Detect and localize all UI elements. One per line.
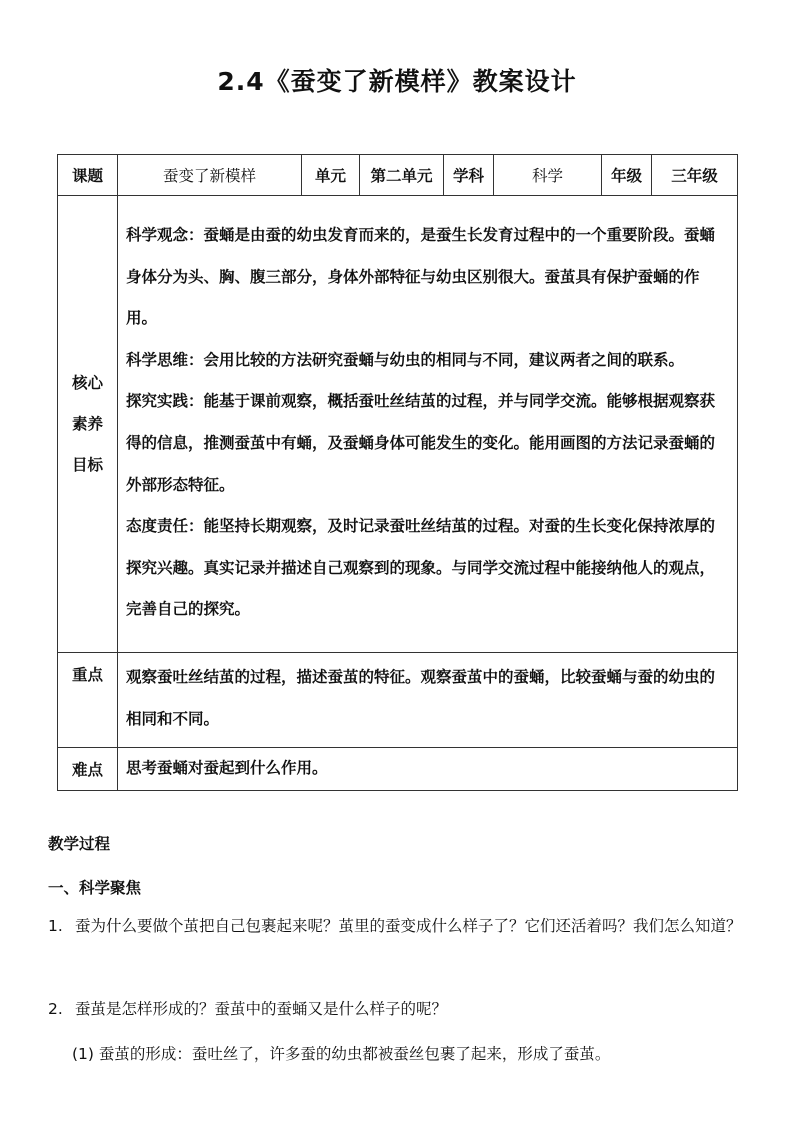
- goal-thinking: 科学思维：会用比较的方法研究蚕蛹与幼虫的相同与不同，建议两者之间的联系。: [126, 350, 685, 369]
- page-title: 2.4《蚕变了新模样》教案设计: [217, 67, 577, 96]
- item2-text: 蚕茧是怎样形成的？蚕茧中的蚕蛹又是什么样子的呢？: [75, 1000, 448, 1018]
- grade-label: 年级: [602, 155, 652, 196]
- subject-label: 学科: [444, 155, 494, 196]
- grade-value: 三年级: [652, 155, 738, 196]
- header-row: [58, 155, 738, 196]
- item2-number: 2.: [48, 1000, 63, 1018]
- process-title: 教学过程: [48, 835, 111, 853]
- goals-label-line3: 目标: [71, 455, 103, 474]
- section1-title: 一、科学聚焦: [48, 879, 142, 897]
- item1-number: 1.: [48, 917, 63, 935]
- list-item-2: [48, 989, 748, 1030]
- subject-value: 科学: [494, 155, 602, 196]
- unit-label: 单元: [302, 155, 360, 196]
- course-label: 课题: [58, 155, 118, 196]
- goals-label-line1: 核心: [71, 373, 103, 392]
- difficulties-content: 思考蚕蛹对蚕起到什么作用。: [118, 748, 738, 791]
- goals-content: [118, 196, 738, 653]
- sub-item-1: (1) 蚕茧的形成：蚕吐丝了，许多蚕的幼虫都被蚕丝包裹了起来，形成了蚕茧。: [72, 1045, 611, 1063]
- goals-row: [58, 196, 738, 653]
- unit-value: 第二单元: [360, 155, 444, 196]
- item1-text: 蚕为什么要做个茧把自己包裹起来呢？茧里的蚕变成什么样子了？它们还活着吗？我们怎么知道？: [75, 917, 742, 935]
- goal-concept: 科学观念：蚕蛹是由蚕的幼虫发育而来的，是蚕生长发育过程中的一个重要阶段。蚕蛹身体分为头、胸、腹三部分，身体外部特征与幼虫区别很大。蚕茧具有保护蚕蛹的作用。: [126, 226, 716, 328]
- course-value: 蚕变了新模样: [118, 155, 302, 196]
- difficulties-row: [58, 748, 738, 791]
- goal-attitude: 态度责任：能坚持长期观察，及时记录蚕吐丝结茧的过程。对蚕的生长变化保持浓厚的探究兴趣。真实记录并描述自己观察到的现象。与同学交流过程中能接纳他人的观点，完善自己的探究。: [126, 517, 716, 619]
- key-points-row: [58, 653, 738, 748]
- goals-label: [58, 196, 118, 653]
- goal-practice: 探究实践：能基于课前观察，概括蚕吐丝结茧的过程，并与同学交流。能够根据观察获得的信息，推测蚕茧中有蛹，及蚕蛹身体可能发生的变化。能用画图的方法记录蚕蛹的外部形态特征。: [126, 392, 716, 494]
- difficulties-label: 难点: [58, 748, 118, 791]
- lesson-info-table: [57, 154, 738, 791]
- key-points-content: 观察蚕吐丝结茧的过程，描述蚕茧的特征。观察蚕茧中的蚕蛹，比较蚕蛹与蚕的幼虫的相同和不同。: [118, 653, 738, 748]
- list-item-1: [48, 906, 748, 947]
- goals-label-line2: 素养: [71, 414, 103, 433]
- key-points-label: 重点: [58, 653, 118, 748]
